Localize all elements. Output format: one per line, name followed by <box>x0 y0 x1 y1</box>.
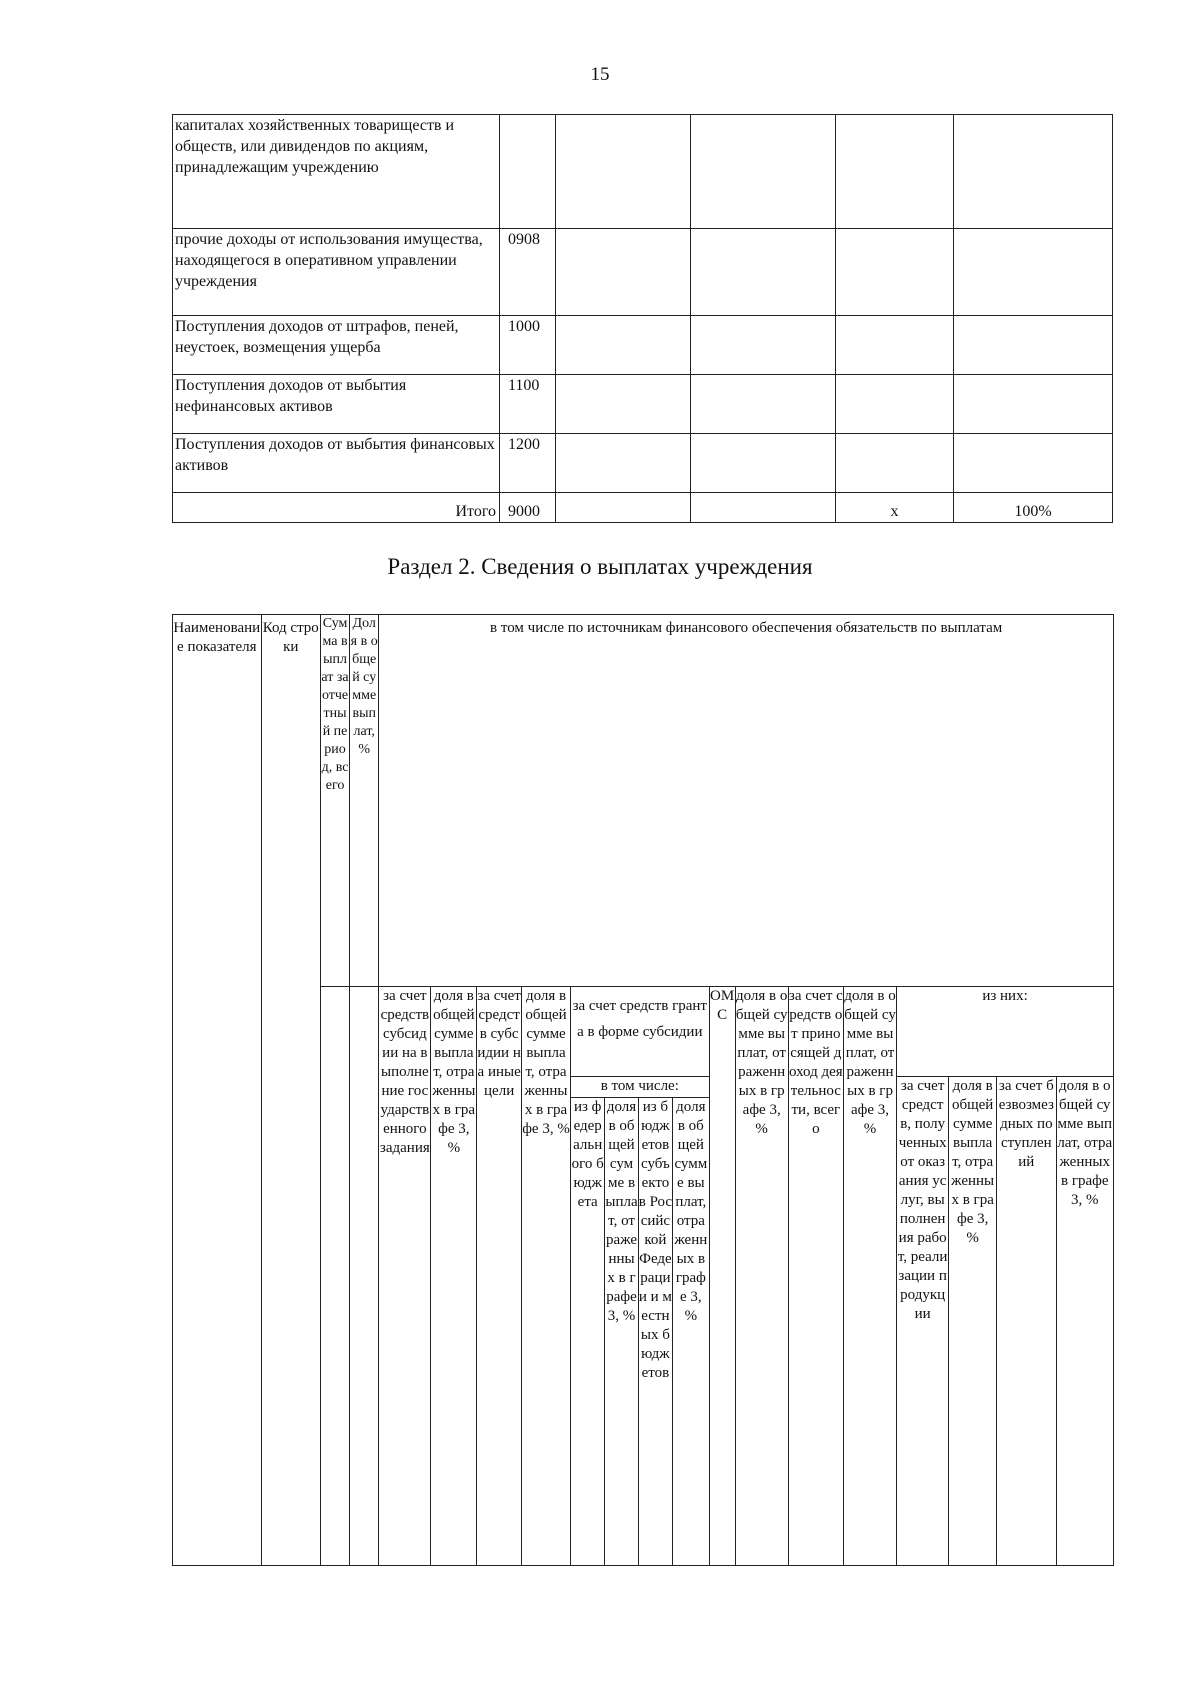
header-share-task: доля в общей сумме выплат, отраженных в графе 3, % <box>431 987 477 1566</box>
page-number: 15 <box>590 64 610 85</box>
row-name: Поступления доходов от выбытия финансовых активов <box>173 434 500 493</box>
header-grant-incl: в том числе: <box>571 1077 710 1098</box>
header-oms-share: доля в общей сумме выплат, отраженных в графе 3, % <box>735 987 788 1566</box>
header-services-share: доля в общей сумме выплат, отраженных в графе 3, % <box>949 1077 997 1566</box>
total-col4: x <box>836 493 954 523</box>
row-name: капиталах хозяйственных товариществ и обществ, или дивидендов по акциям, принадлежащим учреждению <box>173 115 500 229</box>
header-subsidy-other: за счет средств субсидии на иные цели <box>477 987 522 1566</box>
header-sum: Сумма выплат за отчетный период, всего <box>320 615 349 987</box>
header-code: Код строки <box>261 615 320 1566</box>
row-code <box>500 115 556 229</box>
header-sources: в том числе по источникам финансового обеспечения обязательств по выплатам <box>379 615 1114 987</box>
row-code: 0908 <box>500 229 556 316</box>
row-name: Поступления доходов от выбытия нефинансовых активов <box>173 375 500 434</box>
payments-table <box>172 614 1114 1566</box>
section-title: Раздел 2. Сведения о выплатах учреждения <box>387 554 813 579</box>
header-gratuitous: за счет безвозмездных поступлений <box>997 1077 1056 1566</box>
total-code: 9000 <box>500 493 556 523</box>
header-share-other: доля в общей сумме выплат, отраженных в графе 3, % <box>522 987 571 1566</box>
header-share: Доля в общей сумме выплат, % <box>350 615 379 987</box>
total-label: Итого <box>173 493 500 523</box>
row-code: 1000 <box>500 316 556 375</box>
row-code: 1100 <box>500 375 556 434</box>
total-col5: 100% <box>954 493 1113 523</box>
header-grant-federal: из федерального бюджета <box>571 1098 605 1566</box>
income-table <box>172 114 1113 523</box>
row-name: прочие доходы от использования имущества, находящегося в оперативном управлении учреждения <box>173 229 500 316</box>
header-income-share: доля в общей сумме выплат, отраженных в графе 3, % <box>843 987 896 1566</box>
table-row <box>173 434 1113 493</box>
header-grant-federal-share: доля в общей сумме выплат, отраженных в графе 3, % <box>605 1098 638 1566</box>
table-row <box>173 115 1113 229</box>
header-gratuitous-share: доля в общей сумме выплат, отраженных в графе 3, % <box>1056 1077 1113 1566</box>
header-income-activity: за счет средств от приносящей доход деятельности, всего <box>788 987 843 1566</box>
header-name: Наименование показателя <box>173 615 262 1566</box>
table-row <box>173 375 1113 434</box>
header-grant-regional-share: доля в общей сумме выплат, отраженных в графе 3, % <box>673 1098 709 1566</box>
header-of-which: из них: <box>897 987 1114 1077</box>
row-code: 1200 <box>500 434 556 493</box>
total-row <box>173 493 1113 523</box>
table-row <box>173 229 1113 316</box>
table-row <box>173 316 1113 375</box>
header-subsidy-task: за счет средств субсидии на выполнение государственного задания <box>379 987 431 1566</box>
header-row-1 <box>173 615 1114 987</box>
header-grant: за счет средств гранта в форме субсидии <box>571 987 710 1077</box>
header-oms: ОМС <box>709 987 735 1566</box>
header-grant-regional: из бюджетов субъектов Российской Федерации и местных бюджетов <box>638 1098 672 1566</box>
row-name: Поступления доходов от штрафов, пеней, неустоек, возмещения ущерба <box>173 316 500 375</box>
header-services: за счет средств, полученных от оказания услуг, выполнения работ, реализации продукции <box>897 1077 949 1566</box>
